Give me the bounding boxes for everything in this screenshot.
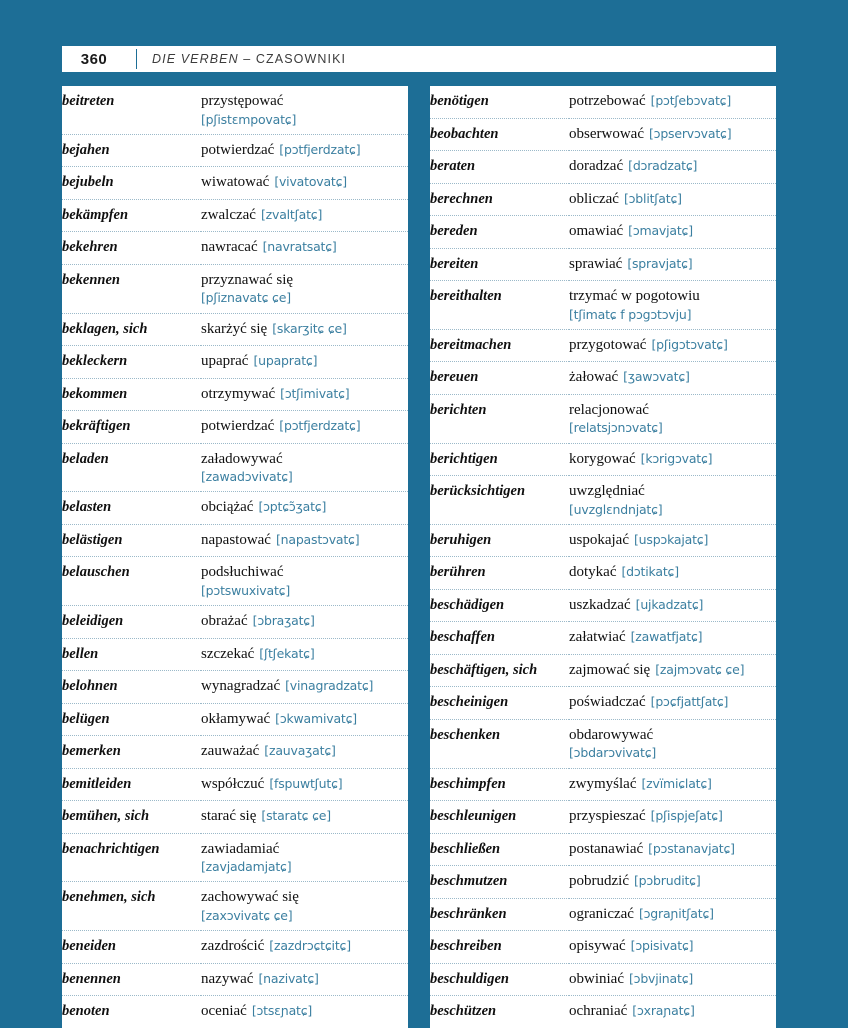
polish-translation xyxy=(201,833,408,882)
pronunciation: [nazivatɕ] xyxy=(258,970,319,986)
polish-translation xyxy=(201,264,408,313)
polish-translation xyxy=(201,801,408,834)
polish-translation xyxy=(201,492,408,525)
german-term: beschleunigen xyxy=(430,808,517,824)
pronunciation: [pɔtfjerdzatɕ] xyxy=(279,141,361,157)
pronunciation: [ɔpservɔvatɕ] xyxy=(648,125,732,141)
german-term: beleidigen xyxy=(62,613,124,629)
german-term: bekommen xyxy=(62,385,128,402)
pronunciation: [pɔtʃebɔvatɕ] xyxy=(650,93,732,108)
entry-table-left xyxy=(62,86,408,1028)
polish-word: potrzebować xyxy=(569,93,646,109)
polish-word: oceniać xyxy=(201,1003,247,1019)
polish-translation xyxy=(569,362,776,395)
entry-row xyxy=(62,768,408,801)
entry-row xyxy=(430,931,776,964)
german-term: bellen xyxy=(62,645,99,662)
entry-row xyxy=(430,118,776,151)
german-term: benötigen xyxy=(430,93,489,109)
german-term: bejubeln xyxy=(62,174,114,191)
entry-row xyxy=(430,183,776,216)
pronunciation: [pʃispjeʃatɕ] xyxy=(650,808,723,823)
german-term: bemitleiden xyxy=(62,775,132,792)
pronunciation: [ɔpisivatɕ] xyxy=(630,938,694,953)
pronunciation: [ɔtʃimivatɕ] xyxy=(280,385,350,401)
pronunciation: [ʒawɔvatɕ] xyxy=(623,369,690,385)
polish-translation xyxy=(201,346,408,379)
pronunciation: [navratsatɕ] xyxy=(262,239,337,255)
german-term: bekräftigen xyxy=(62,418,131,434)
entry-row xyxy=(430,768,776,801)
page-title xyxy=(152,52,346,66)
polish-word: trzymać w pogotowiu xyxy=(569,288,700,304)
polish-word: szczekać xyxy=(201,645,255,662)
pronunciation: [ɔptɕɔ̃ʒatɕ] xyxy=(258,499,327,515)
german-term: bereiten xyxy=(430,255,479,272)
german-term: beitreten xyxy=(62,93,115,109)
entry-row xyxy=(430,151,776,184)
pronunciation: [ɔkwamivatɕ] xyxy=(275,710,357,726)
german-term: bekleckern xyxy=(62,353,128,369)
entry-row xyxy=(62,378,408,411)
polish-word: omawiać xyxy=(569,223,624,239)
polish-word: korygować xyxy=(569,450,636,467)
polish-word: żałować xyxy=(569,369,619,386)
polish-word: zawiadamiać xyxy=(201,840,280,857)
polish-word: upaprać xyxy=(201,353,249,369)
german-term: beschließen xyxy=(430,840,501,857)
german-term: beneiden xyxy=(62,938,116,954)
german-term: berichten xyxy=(430,401,487,418)
entry-row xyxy=(62,443,408,492)
polish-translation xyxy=(569,768,776,801)
entry-row xyxy=(430,394,776,443)
entry-row xyxy=(430,898,776,931)
german-term: bejahen xyxy=(62,141,110,158)
entry-table-right xyxy=(430,86,776,1028)
entry-row xyxy=(62,638,408,671)
entry-row xyxy=(430,589,776,622)
german-term: beobachten xyxy=(430,125,499,142)
polish-word: obserwować xyxy=(569,125,644,142)
pronunciation: [ʃtʃekatɕ] xyxy=(259,645,315,661)
pronunciation: [pɔbruditɕ] xyxy=(633,873,701,888)
entry-row xyxy=(62,557,408,606)
pronunciation: [zvïmiɕlatɕ] xyxy=(641,775,712,791)
polish-word: zazdrościć xyxy=(201,938,265,954)
german-term: beschädigen xyxy=(430,596,505,613)
german-term: beklagen, sich xyxy=(62,320,148,337)
pronunciation: [dɔradzatɕ] xyxy=(628,158,698,173)
german-term: beschreiben xyxy=(430,938,502,954)
polish-translation xyxy=(201,606,408,639)
german-term: beraten xyxy=(430,158,476,174)
german-term: beschützen xyxy=(430,1003,497,1019)
pronunciation: [tʃimatɕ f pɔgɔtɔvju] xyxy=(569,306,692,322)
german-term: beschenken xyxy=(430,726,501,743)
pronunciation: [ɔblitʃatɕ] xyxy=(623,190,682,206)
polish-word: uspokajać xyxy=(569,531,629,548)
polish-word: wiwatować xyxy=(201,174,270,191)
german-term: beschmutzen xyxy=(430,873,508,889)
entry-columns xyxy=(62,86,776,1028)
entry-row xyxy=(62,996,408,1028)
polish-translation xyxy=(569,866,776,899)
polish-word: obliczać xyxy=(569,190,619,207)
german-term: benehmen, sich xyxy=(62,889,156,906)
polish-word: potwierdzać xyxy=(201,418,275,434)
entry-row xyxy=(430,654,776,687)
polish-word: poświadczać xyxy=(569,694,646,711)
polish-translation xyxy=(569,654,776,687)
polish-translation xyxy=(569,963,776,996)
polish-word: opisywać xyxy=(569,938,626,954)
polish-word: przygotować xyxy=(569,336,647,353)
pronunciation: [zvaltʃatɕ] xyxy=(260,206,323,222)
entry-row xyxy=(62,167,408,200)
german-term: belohnen xyxy=(62,678,118,694)
polish-translation xyxy=(201,86,408,134)
german-term: bekennen xyxy=(62,271,120,288)
polish-translation xyxy=(569,216,776,249)
pronunciation: [uspɔkajatɕ] xyxy=(633,531,709,547)
german-term: beladen xyxy=(62,450,109,467)
german-term: berechnen xyxy=(430,190,493,207)
polish-translation xyxy=(569,329,776,362)
polish-word: pobrudzić xyxy=(569,873,629,889)
polish-translation xyxy=(569,86,776,118)
pronunciation: [ɔbvjinatɕ] xyxy=(628,970,694,986)
polish-translation xyxy=(201,167,408,200)
pronunciation: [ɔtsɛɲatɕ] xyxy=(251,1003,313,1018)
german-term: beschimpfen xyxy=(430,775,506,792)
entry-row xyxy=(430,362,776,395)
pronunciation: [spravjatɕ] xyxy=(627,255,693,271)
polish-word: obciążać xyxy=(201,499,254,516)
german-term: belästigen xyxy=(62,531,123,548)
polish-translation xyxy=(569,719,776,768)
polish-word: nawracać xyxy=(201,239,258,256)
polish-translation xyxy=(569,557,776,590)
entry-row xyxy=(430,801,776,834)
left-column xyxy=(62,86,408,1028)
entry-row xyxy=(62,524,408,557)
german-term: bemühen, sich xyxy=(62,808,150,824)
polish-word: obdarowywać xyxy=(569,726,654,743)
pronunciation: [ɔbdarɔvivatɕ] xyxy=(569,745,657,761)
polish-word: sprawiać xyxy=(569,255,623,272)
polish-word: przyspieszać xyxy=(569,808,646,824)
pronunciation: [staratɕ ɕe] xyxy=(261,808,331,823)
polish-translation xyxy=(569,524,776,557)
polish-word: relacjonować xyxy=(569,401,649,418)
polish-word: dotykać xyxy=(569,564,617,581)
polish-word: zachowywać się xyxy=(201,889,299,906)
pronunciation: [pɔtswuxivatɕ] xyxy=(201,582,291,598)
polish-translation xyxy=(569,898,776,931)
polish-translation xyxy=(569,394,776,443)
polish-word: podsłuchiwać xyxy=(201,564,284,581)
german-term: belasten xyxy=(62,499,112,516)
pronunciation: [pʃistɛmpovatɕ] xyxy=(201,111,297,127)
entry-row xyxy=(62,232,408,265)
polish-translation xyxy=(201,768,408,801)
entry-row xyxy=(62,963,408,996)
polish-translation xyxy=(201,931,408,964)
polish-translation xyxy=(569,443,776,476)
polish-word: potwierdzać xyxy=(201,141,275,158)
entry-row xyxy=(430,524,776,557)
entry-row xyxy=(430,833,776,866)
pronunciation: [zawadɔvivatɕ] xyxy=(201,469,293,484)
entry-row xyxy=(430,557,776,590)
german-term: bemerken xyxy=(62,743,121,759)
polish-word: uwzględniać xyxy=(569,483,645,499)
polish-translation xyxy=(201,671,408,704)
polish-translation xyxy=(569,476,776,525)
entry-row xyxy=(62,931,408,964)
german-term: beschaffen xyxy=(430,629,495,646)
polish-word: ochraniać xyxy=(569,1003,628,1019)
entry-row xyxy=(430,329,776,362)
polish-translation xyxy=(569,118,776,151)
polish-translation xyxy=(201,882,408,931)
polish-translation xyxy=(569,151,776,184)
entry-row xyxy=(430,963,776,996)
pronunciation: [ujkadzatɕ] xyxy=(635,596,704,612)
german-term: bereden xyxy=(430,223,478,239)
pronunciation: [pɔtfjerdzatɕ] xyxy=(279,418,361,433)
polish-word: załatwiać xyxy=(569,629,626,646)
german-term: beschuldigen xyxy=(430,970,509,987)
polish-word: zajmować się xyxy=(569,661,651,678)
pronunciation: [skarʒitɕ ɕe] xyxy=(272,320,347,336)
entry-row xyxy=(62,264,408,313)
german-term: beruhigen xyxy=(430,531,492,548)
pronunciation: [ɔbraʒatɕ] xyxy=(252,613,315,628)
pronunciation: [zazdrɔɕtɕitɕ] xyxy=(269,938,351,953)
polish-translation xyxy=(569,248,776,281)
german-term: berichtigen xyxy=(430,450,498,467)
entry-row xyxy=(430,622,776,655)
polish-translation xyxy=(569,622,776,655)
polish-word: obrażać xyxy=(201,613,248,629)
german-term: bescheinigen xyxy=(430,694,509,711)
right-column xyxy=(430,86,776,1028)
entry-row xyxy=(430,86,776,118)
polish-translation xyxy=(201,736,408,769)
entry-row xyxy=(62,801,408,834)
pronunciation: [dɔtikatɕ] xyxy=(621,564,679,580)
page-title-italic: DIE VERBEN xyxy=(152,52,239,66)
pronunciation: [ɔgraɲitʃatɕ] xyxy=(638,905,714,921)
polish-translation xyxy=(569,183,776,216)
entry-row xyxy=(430,281,776,330)
polish-word: obwiniać xyxy=(569,970,624,987)
german-term: beschränken xyxy=(430,905,507,922)
entry-row xyxy=(62,346,408,379)
entry-row xyxy=(62,313,408,346)
pronunciation: [vivatovatɕ] xyxy=(274,174,347,190)
entry-row xyxy=(62,833,408,882)
polish-translation xyxy=(201,524,408,557)
polish-translation xyxy=(569,801,776,834)
german-term: benoten xyxy=(62,1003,110,1019)
pronunciation: [zavjadamjatɕ] xyxy=(201,859,292,874)
entry-row xyxy=(62,671,408,704)
polish-word: otrzymywać xyxy=(201,385,276,402)
page-title-rest: – CZASOWNIKI xyxy=(243,52,347,66)
polish-word: wynagradzać xyxy=(201,678,281,694)
polish-word: współczuć xyxy=(201,775,265,792)
pronunciation: [fspuwtʃutɕ] xyxy=(269,775,343,791)
header-title-bar xyxy=(126,46,776,72)
pronunciation: [pɔstanavjatɕ] xyxy=(648,840,735,856)
entry-row xyxy=(62,492,408,525)
german-term: bekehren xyxy=(62,239,118,256)
german-term: bekämpfen xyxy=(62,206,129,223)
polish-translation xyxy=(569,589,776,622)
pronunciation: [pʃiznavatɕ ɕe] xyxy=(201,290,291,306)
entry-row xyxy=(430,476,776,525)
polish-translation xyxy=(201,557,408,606)
entry-row xyxy=(62,199,408,232)
german-term: benachrichtigen xyxy=(62,840,160,857)
pronunciation: [uvzglɛndnjatɕ] xyxy=(569,501,663,517)
entry-row xyxy=(62,882,408,931)
polish-translation xyxy=(201,638,408,671)
polish-word: starać się xyxy=(201,808,257,824)
german-term: belügen xyxy=(62,710,110,727)
german-term: benennen xyxy=(62,970,121,987)
polish-translation xyxy=(201,378,408,411)
polish-translation xyxy=(201,134,408,167)
polish-word: przyznawać się xyxy=(201,271,294,288)
polish-translation xyxy=(201,963,408,996)
polish-translation xyxy=(569,996,776,1028)
page-header xyxy=(62,46,776,72)
polish-word: uszkadzać xyxy=(569,596,631,613)
polish-word: doradzać xyxy=(569,158,624,174)
polish-word: zwalczać xyxy=(201,206,256,223)
entry-row xyxy=(430,216,776,249)
entry-row xyxy=(430,996,776,1028)
pronunciation: [zajmɔvatɕ ɕe] xyxy=(655,661,745,677)
polish-word: skarżyć się xyxy=(201,320,268,337)
german-term: berühren xyxy=(430,564,486,581)
polish-translation xyxy=(569,931,776,964)
pronunciation: [vinagradzatɕ] xyxy=(285,678,374,693)
entry-row xyxy=(430,687,776,720)
entry-row xyxy=(62,86,408,134)
german-term: belauschen xyxy=(62,564,130,581)
polish-word: zauważać xyxy=(201,743,260,759)
polish-translation xyxy=(569,833,776,866)
polish-translation xyxy=(201,703,408,736)
pronunciation: [zauvaʒatɕ] xyxy=(264,743,336,758)
pronunciation: [ɔxraɲatɕ] xyxy=(632,1003,695,1018)
polish-translation xyxy=(569,687,776,720)
polish-translation xyxy=(201,199,408,232)
polish-translation xyxy=(201,443,408,492)
entry-row xyxy=(62,411,408,444)
entry-row xyxy=(62,703,408,736)
polish-translation xyxy=(569,281,776,330)
pronunciation: [napastɔvatɕ] xyxy=(275,531,360,547)
polish-word: napastować xyxy=(201,531,271,548)
pronunciation: [zaxɔvivatɕ ɕe] xyxy=(201,907,293,923)
entry-row xyxy=(430,866,776,899)
pronunciation: [zawatfjatɕ] xyxy=(630,629,703,645)
entry-row xyxy=(62,134,408,167)
german-term: bereuen xyxy=(430,369,479,386)
entry-row xyxy=(430,443,776,476)
polish-word: postanawiać xyxy=(569,840,644,857)
polish-word: załadowywać xyxy=(201,450,283,467)
polish-word: okłamywać xyxy=(201,710,271,727)
entry-row xyxy=(430,719,776,768)
entry-row xyxy=(62,736,408,769)
polish-translation xyxy=(201,411,408,444)
pronunciation: [pʃigɔtɔvatɕ] xyxy=(651,336,728,352)
pronunciation: [relatsjɔnɔvatɕ] xyxy=(569,420,663,436)
german-term: berücksichtigen xyxy=(430,483,526,499)
polish-word: nazywać xyxy=(201,970,254,987)
german-term: beschäftigen, sich xyxy=(430,661,538,678)
polish-translation xyxy=(201,996,408,1028)
german-term: bereitmachen xyxy=(430,336,512,353)
polish-word: ograniczać xyxy=(569,905,634,922)
page-number: 360 xyxy=(62,46,126,72)
pronunciation: [pɔɕfjattʃatɕ] xyxy=(650,694,729,710)
polish-word: zwymyślać xyxy=(569,775,637,792)
entry-row xyxy=(62,606,408,639)
polish-word: przystępować xyxy=(201,93,284,109)
polish-translation xyxy=(201,232,408,265)
pronunciation: [kɔrigɔvatɕ] xyxy=(640,450,713,466)
pronunciation: [upapratɕ] xyxy=(253,353,318,368)
polish-translation xyxy=(201,313,408,346)
pronunciation: [ɔmavjatɕ] xyxy=(628,223,693,238)
german-term: bereithalten xyxy=(430,288,502,304)
entry-row xyxy=(430,248,776,281)
